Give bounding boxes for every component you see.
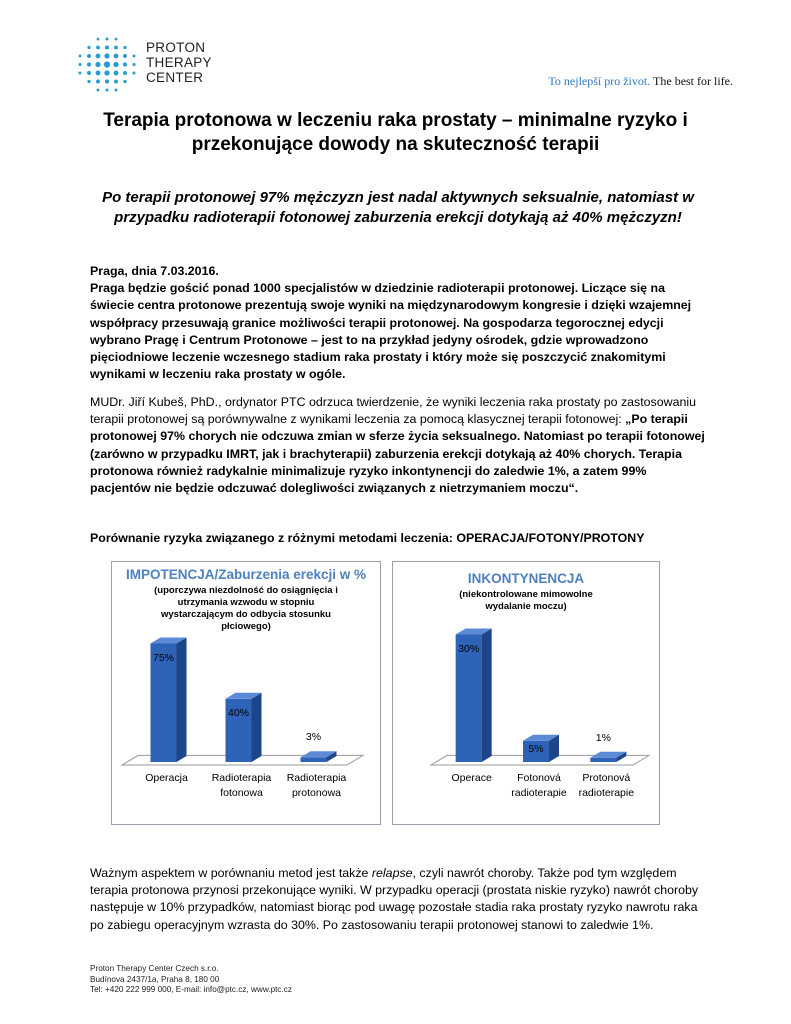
category-label: Operace [451, 772, 492, 784]
logo-dot [79, 55, 82, 58]
dateline: Praga, dnia 7.03.2016. [90, 264, 219, 278]
footer-contact: Tel: +420 222 999 000, E-mail: info@ptc.cz, www.ptc.cz [90, 985, 292, 994]
logo-dot [96, 54, 101, 59]
logo-dot [113, 62, 118, 67]
logo-dot [133, 55, 136, 58]
slogan-en: The best for life. [653, 74, 733, 88]
logo-dot [87, 71, 91, 75]
logo-text [146, 40, 212, 85]
logo-dot [123, 80, 126, 83]
logo-dot [115, 38, 118, 41]
logo-dot [104, 61, 110, 67]
logo-line-3: CENTER [146, 70, 204, 85]
logo-dot [87, 62, 91, 66]
bar-value-label: 5% [528, 742, 544, 755]
comparison-heading: Porównanie ryzyka związanego z różnymi metodami leczenia: OPERACJA/FOTONY/PROTONY [90, 531, 645, 545]
bar-value-label: 30% [458, 642, 480, 655]
quote-lead: MUDr. Jiří Kubeš, PhD., ordynator PTC odrzuca twierdzenie, że wyniki leczenia raka prostaty po zastosowaniu terapii protonowej są porównywalne z wynikami leczenia za pomocą klasycznej terapii fotonowej: [90, 395, 697, 427]
logo-dot [96, 80, 100, 84]
slogan [548, 74, 733, 89]
logo-dot [105, 79, 109, 83]
bar-value-label: 1% [595, 731, 611, 744]
chart-subtitle: (niekontrolowane mimowolne wydalanie moczu) [459, 589, 593, 612]
category-label: Radioterapia protonowa [286, 772, 347, 799]
logo-dots-icon [76, 36, 138, 94]
category-label: Protonová radioterapie [578, 772, 635, 799]
relapse-text-b: , czyli nawrót choroby. Także pod tym względem terapia protonowa przynosi przekonujące wyniki. W przypadku operacji (prostata niskie ryzyko) nawrót choroby następuje w 10% przypadków, natomiast biorąc pod uwagę pozostałe stadia raka prostaty ryzyko nawrotu raka po zabiegu operacyjnym wzrasta do 30%. Po zastosowaniu terapii protonowej stanowi to zaledwie 1%. [90, 866, 699, 932]
quote-paragraph [90, 394, 710, 497]
logo-dot [104, 53, 109, 58]
logo-dot [104, 70, 109, 75]
chart-subtitle: (uporczywa niezdolność do osiągnięcia i utrzymania wzwodu w stopniu wystarczającym do odbycia stosunku płciowego) [154, 585, 338, 632]
relapse-paragraph [90, 865, 710, 934]
logo-dot [96, 46, 100, 50]
logo-dot [96, 71, 101, 76]
page-title: Terapia protonowa w leczeniu raka prostaty – minimalne ryzyko i przekonujące dowody na skuteczność terapii [103, 110, 688, 155]
logo-dot [95, 62, 100, 67]
chart-title: INKONTYNENCJA [467, 571, 585, 586]
category-label: Fotonová radioterapie [511, 772, 567, 799]
impotence-chart [111, 561, 381, 825]
logo-dot [133, 72, 136, 75]
chart-bar [226, 693, 262, 762]
logo-dot [123, 46, 126, 49]
logo-dot [105, 88, 108, 91]
relapse-term: relapse [371, 866, 413, 880]
company-logo [76, 36, 226, 96]
footer-address: Budínova 2437/1a, Praha 8, 180 00 [90, 974, 220, 984]
footer-company: Proton Therapy Center Czech s.r.o. [90, 964, 219, 973]
intro-paragraph [90, 263, 710, 383]
logo-dot [87, 46, 90, 49]
logo-dot [106, 38, 109, 41]
logo-dot [97, 38, 100, 41]
logo-dot [105, 45, 109, 49]
logo-line-1: PROTON [146, 40, 206, 55]
page-subtitle: Po terapii protonowej 97% mężczyzn jest nadal aktywnych seksualnie, natomiast w przypadku radioterapii fotonowej zaburzenia erekcji dotykają aż 40% mężczyzn! [102, 189, 694, 226]
relapse-text-a: Ważnym aspektem w porównaniu metod jest także [90, 866, 372, 880]
category-label: Radioterapia fotonowa [211, 772, 272, 799]
logo-dot [123, 62, 127, 66]
bar-value-label: 40% [227, 706, 249, 719]
logo-dot [97, 89, 100, 92]
incontinence-chart [392, 561, 660, 825]
logo-dot [114, 54, 119, 59]
bar-value-label: 75% [152, 651, 174, 664]
logo-dot [123, 71, 127, 75]
slogan-cz: To nejlepší pro život. [548, 74, 651, 88]
logo-dot [87, 54, 91, 58]
chart-title: IMPOTENCJA/Zaburzenia erekcji w % [125, 567, 367, 582]
category-label: Operacja [145, 772, 188, 784]
logo-dot [114, 80, 118, 84]
logo-dot [78, 63, 81, 66]
logo-dot [114, 71, 119, 76]
logo-dot [132, 63, 135, 66]
logo-dot [123, 54, 127, 58]
footer [90, 964, 292, 996]
logo-dot [115, 89, 118, 92]
logo-dot [114, 46, 118, 50]
logo-line-2: THERAPY [146, 55, 212, 70]
bar-value-label: 3% [305, 731, 322, 744]
intro-text: Praga będzie gościć ponad 1000 specjalistów w dziedzinie radioterapii protonowej. Liczące się na świecie centra protonowe prezentują swoje wyniki na międzynarodowym kongresie i dzięki wzajemnej współpracy przesuwają granice możliwości terapii protonowej. Na gospodarza tegorocznej edycji wybrano Pragę i Centrum Protonowe – jest to na przykład jedyny ośrodek, gdzie wprowadzono pięciodniowe leczenie wczesnego stadium raka prostaty i który może się poszczycić znakomitymi wynikami w leczeniu raka prostaty w ogóle. [90, 281, 692, 382]
logo-dot [79, 72, 82, 75]
quote-text: „Po terapii protonowej 97% chorych nie odczuwa zmian w sferze życia seksualnego. Natomiast po terapii fotonowej (zarówno w przypadku IMRT, jak i brachyterapii) zaburzenia erekcji dotykają aż 40% chorych. Terapia protonowa również radykalnie minimalizuje ryzyko inkontynencji do zaledwie 1%, a zatem 99% pacjentów nie będzie odczuwać dolegliwości związanych z nietrzymaniem moczu“. [90, 412, 705, 496]
logo-dot [87, 80, 90, 83]
